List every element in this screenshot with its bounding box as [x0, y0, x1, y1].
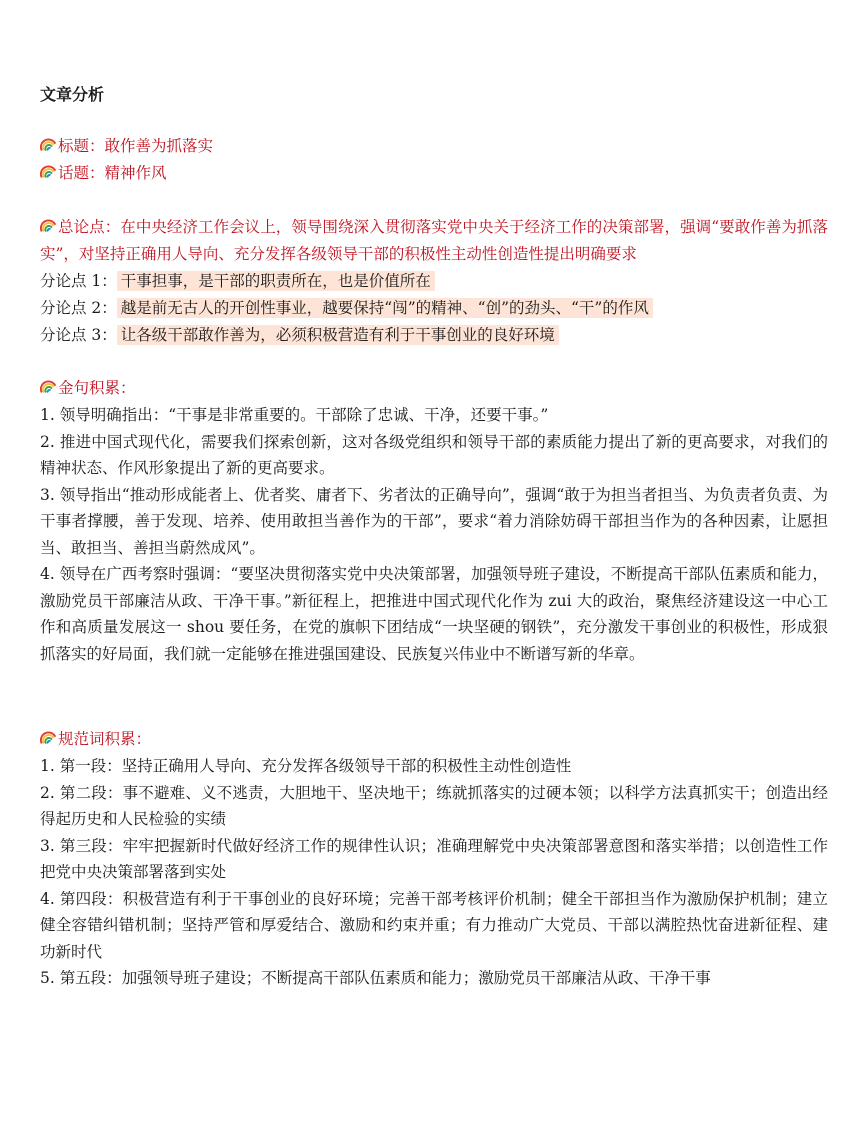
term-item: 1. 第一段：坚持正确用人导向、充分发挥各级领导干部的积极性主动性创造性: [40, 757, 572, 775]
sub-point-text: 干事担事，是干部的职责所在，也是价值所在: [117, 271, 435, 291]
quote-item: 4. 领导在广西考察时强调：“要坚决贯彻落实党中央决策部署，加强领导班子建设，不断提高干部队伍素质和能力，激励党员干部廉洁从政、干净干事。”新征程上，把推进中国式现代化作为 zui 大的政治，聚焦经济建设这一中心工作和高质量发展这一 shou 要任务，在党的旗帜下团结成“一块坚硬的钢铁”，充分激发干事创业的积极性，形成狠抓落实的好局面，我们就一定能够在推进强国建设、民族复兴伟业中不断谱写新的华章。: [40, 565, 828, 663]
sub-point-1: [40, 268, 828, 295]
rainbow-icon: [40, 163, 57, 180]
terms-list: [40, 753, 828, 992]
main-point-label: 总论点：: [58, 218, 121, 236]
quotes-header: [40, 375, 828, 402]
quote-item: 3. 领导指出“推动形成能者上、优者奖、庸者下、劣者汰的正确导向”，强调“敢于为担当者担当、为负责者负责、为干事者撑腰，善于发现、培养、使用敢担当善作为的干部”，要求“着力消除妨碍干部担当作为的各种因素，让愿担当、敢担当、善担当蔚然成风”。: [40, 485, 828, 557]
main-point-text: 在中央经济工作会议上，领导围绕深入贯彻落实党中央关于经济工作的决策部署，强调“要敢作善为抓落实”，对坚持正确用人导向、充分发挥各级领导干部的积极性主动性创造性提出明确要求: [40, 218, 828, 263]
rainbow-icon: [40, 217, 57, 234]
term-item: 3. 第三段：牢牢把握新时代做好经济工作的规律性认识；准确理解党中央决策部署意图和落实举措；以创造性工作把党中央决策部署落到实处: [40, 836, 828, 881]
main-point: [40, 214, 828, 267]
sub-point-label: 分论点 2：: [40, 299, 117, 317]
term-item: 4. 第四段：积极营造有利于干事创业的良好环境；完善干部考核评价机制；健全干部担当作为激励保护机制；建立健全容错纠错机制；坚持严管和厚爱结合、激励和约束并重；有力推动广大党员、干部以满腔热忱奋进新征程、建功新时代: [40, 889, 828, 961]
rainbow-icon: [40, 378, 57, 395]
topic-line: [40, 160, 828, 187]
rainbow-icon: [40, 136, 57, 153]
topic-value: 精神作风: [104, 164, 167, 182]
rainbow-icon: [40, 729, 57, 746]
title-value: 敢作善为抓落实: [104, 137, 214, 155]
terms-label: 规范词积累：: [58, 730, 152, 748]
quotes-label: 金句积累：: [58, 379, 136, 397]
term-item: 2. 第二段：事不避难、义不逃责，大胆地干、坚决地干；练就抓落实的过硬本领；以科学方法真抓实干；创造出经得起历史和人民检验的实绩: [40, 783, 828, 828]
quotes-list: [40, 402, 828, 667]
sub-point-label: 分论点 3：: [40, 326, 117, 344]
quote-item: 2. 推进中国式现代化，需要我们探索创新，这对各级党组织和领导干部的素质能力提出了新的更高要求，对我们的精神状态、作风形象提出了新的更高要求。: [40, 432, 828, 477]
topic-label: 话题：: [58, 164, 105, 182]
sub-point-3: [40, 322, 828, 349]
sub-point-text: 让各级干部敢作善为，必须积极营造有利于干事创业的良好环境: [117, 325, 559, 345]
sub-point-text: 越是前无古人的开创性事业，越要保持“闯”的精神、“创”的劲头、“干”的作风: [117, 298, 653, 318]
sub-point-2: [40, 295, 828, 322]
title-label: 标题：: [58, 137, 105, 155]
title-line: [40, 133, 828, 160]
sub-point-label: 分论点 1：: [40, 272, 117, 290]
quote-item: 1. 领导明确指出：“干事是非常重要的。干部除了忠诚、干净，还要干事。”: [40, 406, 549, 424]
term-item: 5. 第五段：加强领导班子建设；不断提高干部队伍素质和能力；激励党员干部廉洁从政、干净干事: [40, 969, 711, 987]
terms-header: [40, 726, 828, 753]
page-heading: 文章分析: [40, 85, 105, 104]
